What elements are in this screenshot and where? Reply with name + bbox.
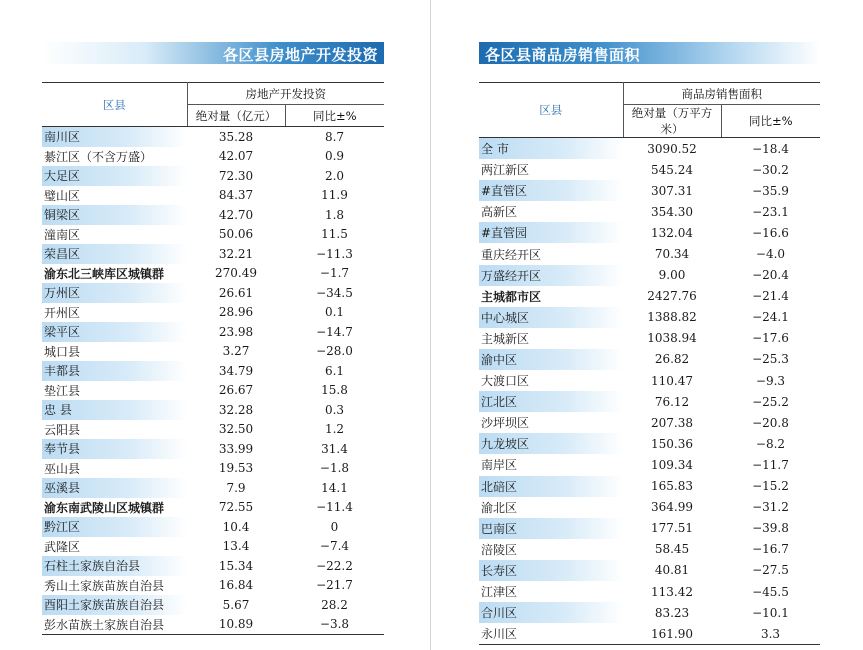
row-value-yoy: 0.9 bbox=[324, 149, 345, 164]
row-value-yoy: −1.7 bbox=[319, 266, 350, 281]
row-value-yoy: 14.1 bbox=[321, 480, 348, 495]
table-row bbox=[479, 138, 820, 160]
row-value-absolute: 26.82 bbox=[654, 352, 690, 367]
row-value-absolute: 354.30 bbox=[651, 204, 693, 219]
row-name: 主城都市区 bbox=[481, 289, 542, 304]
row-name: 合川区 bbox=[479, 602, 623, 623]
row-name: 全 市 bbox=[479, 138, 623, 160]
row-value-absolute: 3.27 bbox=[222, 344, 250, 359]
row-value-yoy: −20.8 bbox=[752, 415, 789, 430]
table-row bbox=[42, 381, 384, 401]
row-value-absolute: 177.51 bbox=[651, 521, 693, 536]
row-name: 奉节县 bbox=[42, 439, 187, 459]
table-row bbox=[42, 439, 384, 459]
row-value-absolute: 50.06 bbox=[218, 227, 254, 242]
table-row bbox=[479, 518, 820, 539]
row-value-yoy: 0 bbox=[330, 519, 339, 534]
table-row bbox=[42, 283, 384, 303]
table-row bbox=[42, 459, 384, 479]
row-value-absolute: 32.50 bbox=[218, 422, 254, 437]
row-name: 荣昌区 bbox=[42, 244, 187, 264]
right-group-header: 商品房销售面积 bbox=[623, 83, 820, 105]
table-row bbox=[479, 286, 820, 307]
row-value-absolute: 13.4 bbox=[222, 539, 250, 554]
right-col2-header: 同比±% bbox=[721, 105, 820, 138]
row-value-absolute: 15.34 bbox=[218, 558, 254, 573]
row-value-absolute: 2427.76 bbox=[647, 289, 697, 304]
table-row bbox=[42, 166, 384, 186]
table-row bbox=[42, 420, 384, 440]
row-name: 巫溪县 bbox=[42, 478, 187, 498]
row-value-yoy: 8.7 bbox=[324, 129, 345, 144]
table-row bbox=[42, 595, 384, 615]
table-row bbox=[42, 615, 384, 635]
row-value-yoy: −11.4 bbox=[316, 500, 353, 515]
table-row bbox=[42, 186, 384, 206]
row-name: 南川区 bbox=[42, 127, 187, 147]
row-name: 丰都县 bbox=[42, 361, 187, 381]
row-name: 彭水苗族土家族自治县 bbox=[42, 615, 187, 635]
table-row bbox=[479, 391, 820, 412]
table-row bbox=[42, 127, 384, 147]
table-row bbox=[42, 322, 384, 342]
row-value-absolute: 7.9 bbox=[226, 480, 246, 495]
right-table bbox=[479, 82, 820, 645]
table-row bbox=[479, 180, 820, 201]
table-row bbox=[42, 537, 384, 557]
row-value-yoy: 3.3 bbox=[721, 623, 820, 645]
row-name: 渝东南武陵山区城镇群 bbox=[44, 500, 165, 515]
table-row bbox=[479, 328, 820, 349]
row-name: 巫山县 bbox=[44, 461, 81, 476]
row-value-yoy: −1.8 bbox=[319, 461, 350, 476]
table-row bbox=[479, 222, 820, 243]
row-value-yoy: −15.2 bbox=[752, 479, 789, 494]
row-name: 秀山土家族苗族自治县 bbox=[44, 578, 165, 593]
row-name: 重庆经开区 bbox=[481, 247, 542, 262]
row-value-yoy: 15.8 bbox=[321, 383, 348, 398]
row-value-absolute: 76.12 bbox=[654, 394, 690, 409]
row-name: 铜梁区 bbox=[42, 205, 187, 225]
left-col2-header: 同比±% bbox=[285, 105, 384, 127]
row-value-yoy: 2.0 bbox=[324, 168, 345, 183]
row-value-absolute: 16.84 bbox=[218, 578, 254, 593]
row-value-yoy: −31.2 bbox=[752, 500, 789, 515]
row-name: 涪陵区 bbox=[481, 542, 518, 557]
table-row bbox=[479, 349, 820, 370]
row-value-yoy: −3.8 bbox=[285, 615, 384, 635]
row-name: #直管园 bbox=[479, 222, 623, 243]
table-row bbox=[479, 201, 820, 222]
row-value-absolute: 19.53 bbox=[218, 461, 254, 476]
row-value-absolute: 1038.94 bbox=[647, 331, 697, 346]
row-value-yoy: 1.8 bbox=[324, 207, 345, 222]
row-value-absolute: 161.90 bbox=[623, 623, 721, 645]
table-row bbox=[479, 560, 820, 581]
table-row bbox=[42, 556, 384, 576]
row-value-absolute: 110.47 bbox=[651, 373, 693, 388]
row-name: 大渡口区 bbox=[481, 374, 530, 389]
right-page bbox=[479, 0, 820, 650]
table-row bbox=[42, 517, 384, 537]
right-title-banner bbox=[479, 42, 820, 64]
row-value-yoy: 6.1 bbox=[324, 363, 345, 378]
row-value-absolute: 113.42 bbox=[651, 584, 693, 599]
row-name: 酉阳土家族苗族自治县 bbox=[42, 595, 187, 615]
row-value-yoy: −27.5 bbox=[752, 563, 789, 578]
left-page bbox=[42, 0, 384, 650]
row-value-yoy: −23.1 bbox=[752, 204, 789, 219]
row-name: 渝北区 bbox=[481, 500, 518, 515]
row-name: 黔江区 bbox=[42, 517, 187, 537]
row-value-yoy: −34.5 bbox=[316, 285, 353, 300]
right-title: 各区县商品房销售面积 bbox=[485, 46, 641, 64]
row-value-absolute: 32.28 bbox=[218, 402, 254, 417]
left-group-header: 房地产开发投资 bbox=[187, 83, 384, 105]
row-value-absolute: 72.30 bbox=[218, 168, 254, 183]
table-row bbox=[479, 539, 820, 560]
row-value-yoy: −22.2 bbox=[316, 558, 353, 573]
row-name: 北碚区 bbox=[479, 476, 623, 497]
row-name: 垫江县 bbox=[44, 383, 81, 398]
table-row bbox=[479, 265, 820, 286]
row-value-absolute: 150.36 bbox=[651, 436, 693, 451]
row-value-yoy: −7.4 bbox=[319, 539, 350, 554]
row-value-yoy: −45.5 bbox=[752, 584, 789, 599]
table-row bbox=[42, 342, 384, 362]
row-name: 高新区 bbox=[481, 205, 518, 220]
table-row bbox=[42, 205, 384, 225]
table-row bbox=[42, 244, 384, 264]
table-row bbox=[42, 264, 384, 284]
row-value-yoy: −35.9 bbox=[752, 183, 789, 198]
row-name: 万盛经开区 bbox=[479, 265, 623, 286]
row-value-yoy: −16.7 bbox=[752, 542, 789, 557]
table-row bbox=[42, 303, 384, 323]
table-row bbox=[42, 400, 384, 420]
row-value-absolute: 26.67 bbox=[218, 383, 254, 398]
row-name: 江北区 bbox=[479, 391, 623, 412]
row-value-absolute: 58.45 bbox=[654, 542, 690, 557]
left-col1-header: 绝对量（亿元） bbox=[187, 105, 285, 127]
table-row bbox=[42, 147, 384, 167]
row-value-yoy: −17.6 bbox=[752, 331, 789, 346]
table-row bbox=[479, 159, 820, 180]
row-value-yoy: −20.4 bbox=[752, 268, 789, 283]
row-value-absolute: 28.96 bbox=[218, 305, 254, 320]
row-name: 石柱土家族自治县 bbox=[42, 556, 187, 576]
row-value-absolute: 35.28 bbox=[218, 129, 254, 144]
right-region-header: 区县 bbox=[479, 83, 623, 138]
row-value-absolute: 132.04 bbox=[651, 225, 693, 240]
row-name: 城口县 bbox=[44, 344, 81, 359]
row-value-absolute: 40.81 bbox=[654, 563, 690, 578]
row-name: 沙坪坝区 bbox=[481, 416, 530, 431]
row-name: 万州区 bbox=[42, 283, 187, 303]
row-value-absolute: 42.07 bbox=[218, 149, 254, 164]
row-value-absolute: 33.99 bbox=[218, 441, 254, 456]
row-value-absolute: 364.99 bbox=[651, 500, 693, 515]
row-value-yoy: −24.1 bbox=[752, 310, 789, 325]
table-row bbox=[479, 412, 820, 433]
row-value-absolute: 1388.82 bbox=[647, 310, 697, 325]
row-name: 主城新区 bbox=[481, 331, 530, 346]
table-row bbox=[479, 433, 820, 454]
row-value-absolute: 3090.52 bbox=[647, 141, 697, 156]
row-value-absolute: 34.79 bbox=[218, 363, 254, 378]
row-name: 梁平区 bbox=[42, 322, 187, 342]
row-value-yoy: 1.2 bbox=[324, 422, 345, 437]
row-value-yoy: −14.7 bbox=[316, 324, 353, 339]
row-value-absolute: 42.70 bbox=[218, 207, 254, 222]
row-value-yoy: −10.1 bbox=[752, 605, 789, 620]
row-value-yoy: 11.5 bbox=[321, 227, 348, 242]
table-row bbox=[479, 497, 820, 518]
row-value-yoy: −11.3 bbox=[316, 246, 353, 261]
row-value-yoy: 31.4 bbox=[321, 441, 348, 456]
row-value-yoy: −28.0 bbox=[316, 344, 353, 359]
row-value-absolute: 26.61 bbox=[218, 285, 254, 300]
row-value-yoy: 28.2 bbox=[321, 597, 348, 612]
row-value-absolute: 23.98 bbox=[218, 324, 254, 339]
right-col1-header: 绝对量（万平方米） bbox=[623, 105, 721, 138]
row-value-yoy: 0.3 bbox=[324, 402, 345, 417]
left-table bbox=[42, 82, 384, 635]
row-value-absolute: 70.34 bbox=[654, 247, 690, 262]
row-name: 云阳县 bbox=[44, 422, 81, 437]
row-value-yoy: −21.4 bbox=[752, 289, 789, 304]
row-name: 大足区 bbox=[42, 166, 187, 186]
row-name: 璧山区 bbox=[44, 188, 81, 203]
table-row bbox=[479, 623, 820, 645]
row-value-absolute: 83.23 bbox=[654, 605, 690, 620]
row-value-absolute: 109.34 bbox=[651, 457, 693, 472]
row-value-yoy: −21.7 bbox=[316, 578, 353, 593]
row-name: 巴南区 bbox=[479, 518, 623, 539]
row-value-yoy: −9.3 bbox=[755, 373, 786, 388]
table-row bbox=[479, 454, 820, 475]
row-value-yoy: −39.8 bbox=[752, 521, 789, 536]
row-name: 渝东北三峡库区城镇群 bbox=[44, 266, 165, 281]
table-row bbox=[479, 307, 820, 328]
page-gutter bbox=[430, 0, 431, 650]
left-table-body bbox=[42, 127, 384, 635]
row-name: 忠 县 bbox=[42, 400, 187, 420]
row-name: 武隆区 bbox=[44, 539, 81, 554]
row-value-yoy: −11.7 bbox=[752, 457, 789, 472]
table-row bbox=[479, 476, 820, 497]
table-row bbox=[42, 498, 384, 518]
table-row bbox=[479, 581, 820, 602]
row-value-yoy: −4.0 bbox=[755, 247, 786, 262]
row-value-absolute: 270.49 bbox=[215, 266, 257, 281]
row-name: 潼南区 bbox=[44, 227, 81, 242]
row-name: 九龙坡区 bbox=[479, 433, 623, 454]
table-row bbox=[42, 576, 384, 596]
row-value-yoy: −8.2 bbox=[755, 436, 786, 451]
row-value-absolute: 10.89 bbox=[187, 615, 285, 635]
table-row bbox=[42, 361, 384, 381]
row-value-absolute: 10.4 bbox=[222, 519, 250, 534]
row-value-yoy: −18.4 bbox=[752, 141, 789, 156]
row-name: #直管区 bbox=[479, 180, 623, 201]
row-value-absolute: 32.21 bbox=[218, 246, 254, 261]
row-value-yoy: 0.1 bbox=[324, 305, 345, 320]
row-name: 江津区 bbox=[481, 585, 518, 600]
left-title-banner bbox=[42, 42, 384, 64]
row-name: 长寿区 bbox=[479, 560, 623, 581]
row-name: 南岸区 bbox=[481, 458, 518, 473]
row-value-yoy: −25.3 bbox=[752, 352, 789, 367]
row-value-yoy: 11.9 bbox=[321, 188, 348, 203]
row-name: 中心城区 bbox=[479, 307, 623, 328]
row-value-absolute: 207.38 bbox=[651, 415, 693, 430]
table-row bbox=[479, 370, 820, 391]
row-value-absolute: 84.37 bbox=[218, 188, 254, 203]
row-name: 渝中区 bbox=[479, 349, 623, 370]
row-value-yoy: −25.2 bbox=[752, 394, 789, 409]
row-value-yoy: −16.6 bbox=[752, 225, 789, 240]
row-value-absolute: 72.55 bbox=[218, 500, 254, 515]
row-name: 两江新区 bbox=[481, 163, 530, 178]
row-name: 綦江区（不含万盛） bbox=[44, 149, 153, 164]
row-value-absolute: 165.83 bbox=[651, 479, 693, 494]
row-value-absolute: 9.00 bbox=[658, 268, 686, 283]
table-row bbox=[42, 478, 384, 498]
left-title: 各区县房地产开发投资 bbox=[222, 46, 378, 64]
row-value-absolute: 307.31 bbox=[651, 183, 693, 198]
table-row bbox=[479, 602, 820, 623]
row-value-yoy: −30.2 bbox=[752, 162, 789, 177]
row-name: 开州区 bbox=[44, 305, 81, 320]
table-row bbox=[42, 225, 384, 245]
row-value-absolute: 545.24 bbox=[651, 162, 693, 177]
row-value-absolute: 5.67 bbox=[222, 597, 250, 612]
row-name: 永川区 bbox=[479, 623, 623, 645]
left-region-header: 区县 bbox=[42, 83, 187, 127]
table-row bbox=[479, 243, 820, 264]
right-table-body bbox=[479, 138, 820, 645]
